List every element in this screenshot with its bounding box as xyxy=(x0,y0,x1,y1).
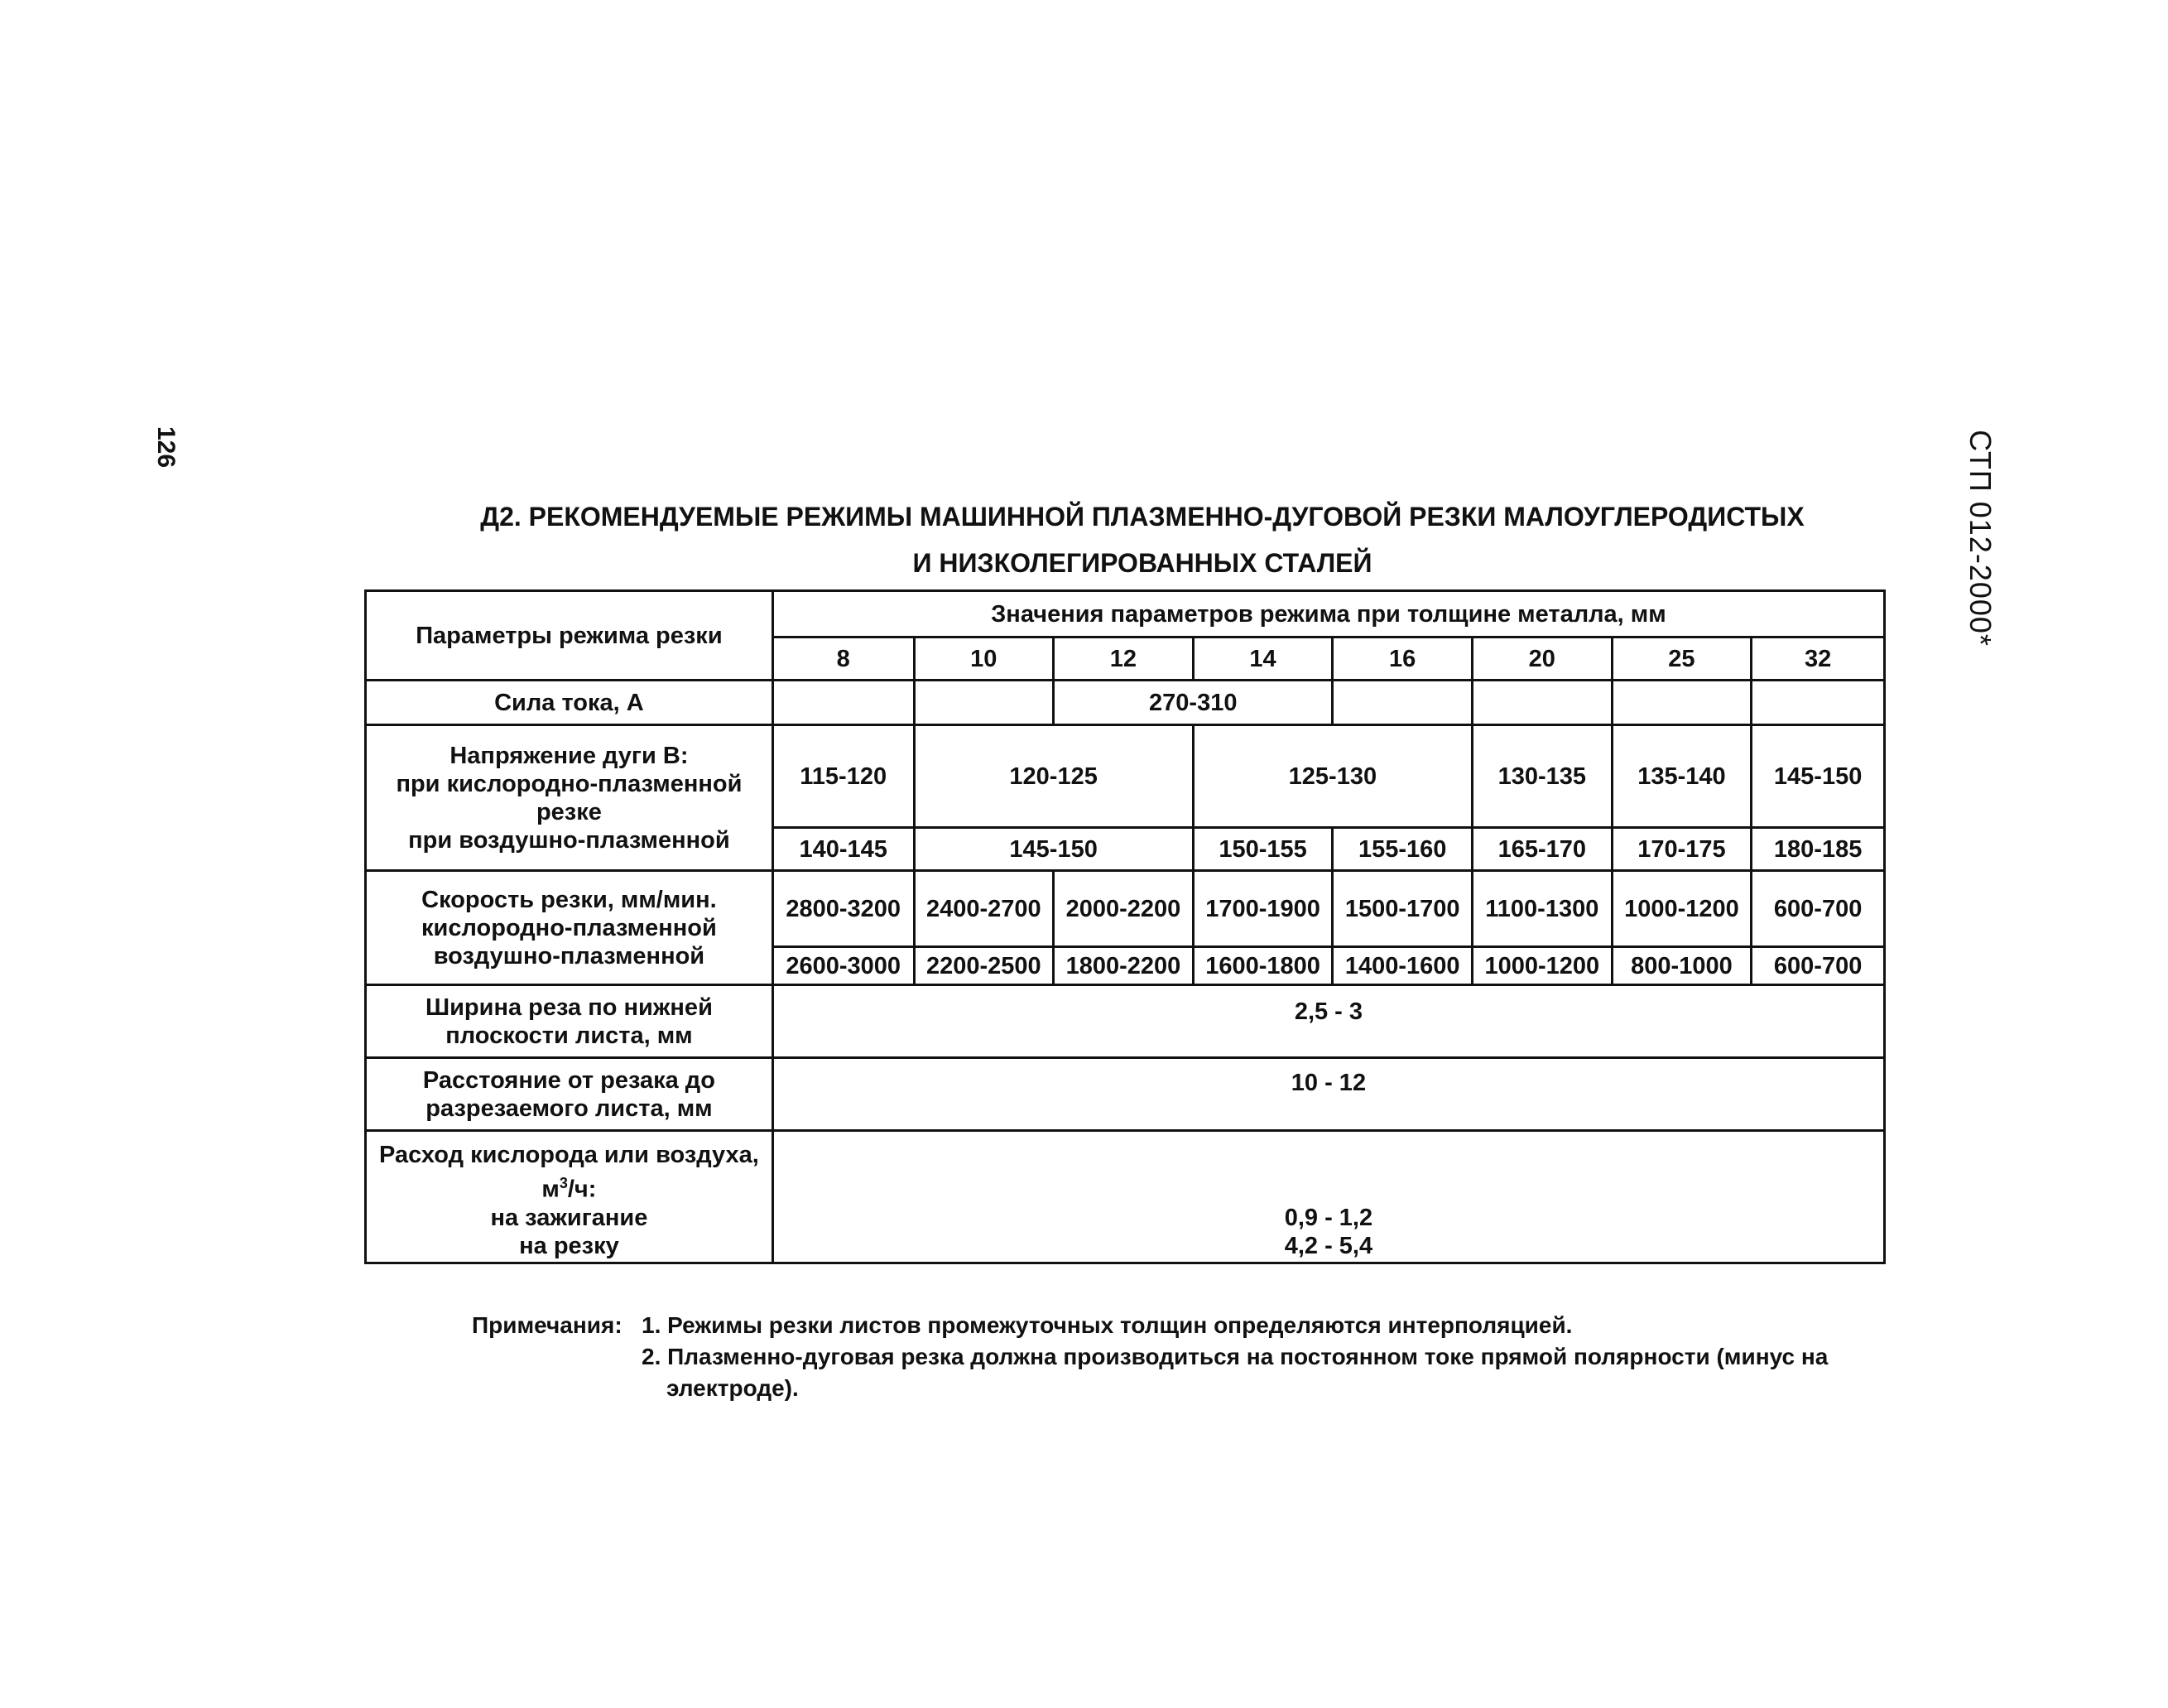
kerf-label-line: Ширина реза по нижней xyxy=(425,994,713,1021)
kerf-label-line: плоскости листа, мм xyxy=(445,1022,693,1049)
current-value: 270-310 xyxy=(1054,681,1333,725)
current-cell-empty xyxy=(1612,681,1752,725)
distance-label xyxy=(366,1058,773,1131)
header-row xyxy=(366,591,1885,637)
flow-unit-base: м xyxy=(541,1176,560,1203)
voltage-oxygen-cell: 145-150 xyxy=(1752,725,1885,828)
voltage-air-cell: 140-145 xyxy=(772,828,914,871)
speed-label xyxy=(366,871,773,985)
speed-oxygen-cell: 2000-2200 xyxy=(1054,871,1194,947)
voltage-label-line: при кислородно-плазменной xyxy=(396,770,743,797)
title-line-2: И НИЗКОЛЕГИРОВАННЫХ СТАЛЕЙ xyxy=(912,548,1372,578)
flow-unit xyxy=(370,1169,768,1204)
current-cell-empty xyxy=(1752,681,1885,725)
page-number: 126 xyxy=(152,426,180,469)
current-label: Сила тока, А xyxy=(366,681,773,725)
speed-oxygen-cell: 1700-1900 xyxy=(1193,871,1333,947)
current-cell-empty xyxy=(1473,681,1613,725)
voltage-air-cell: 145-150 xyxy=(914,828,1193,871)
flow-cutting-value: 4,2 - 5,4 xyxy=(1284,1233,1373,1259)
flow-unit-rest: /ч: xyxy=(567,1176,597,1203)
speed-oxygen-cell: 2800-3200 xyxy=(772,871,914,947)
flow-unit-sup: 3 xyxy=(559,1175,568,1192)
header-values-cell: Значения параметров режима при толщине металла, мм xyxy=(772,591,1884,637)
speed-air-cell: 2600-3000 xyxy=(772,947,914,985)
kerf-value: 2,5 - 3 xyxy=(772,985,1884,1058)
kerf-label xyxy=(366,985,773,1058)
thickness-cell: 12 xyxy=(1054,637,1194,681)
speed-oxygen-cell: 1000-1200 xyxy=(1612,871,1752,947)
distance-label-line: разрезаемого листа, мм xyxy=(425,1095,713,1122)
speed-label-line: кислородно-плазменной xyxy=(421,914,717,941)
distance-value: 10 - 12 xyxy=(772,1058,1884,1131)
voltage-oxygen-cell: 135-140 xyxy=(1612,725,1752,828)
speed-oxygen-cell: 1500-1700 xyxy=(1333,871,1473,947)
thickness-cell: 8 xyxy=(772,637,914,681)
speed-air-cell: 600-700 xyxy=(1752,947,1885,985)
flow-label xyxy=(366,1131,773,1263)
voltage-label-line: при воздушно-плазменной xyxy=(408,826,730,854)
speed-air-cell: 2200-2500 xyxy=(914,947,1054,985)
speed-label-line: Скорость резки, мм/мин. xyxy=(421,886,717,913)
voltage-label-line: резке xyxy=(536,798,602,825)
speed-label-line: воздушно-плазменной xyxy=(433,942,705,969)
voltage-air-cell: 180-185 xyxy=(1752,828,1885,871)
speed-oxygen-cell: 2400-2700 xyxy=(914,871,1054,947)
flow-label-ignition: на зажигание xyxy=(490,1205,648,1231)
notes-label: Примечания: xyxy=(472,1312,623,1338)
speed-air-cell: 1000-1200 xyxy=(1473,947,1613,985)
flow-ignition-value: 0,9 - 1,2 xyxy=(1284,1205,1373,1231)
kerf-row xyxy=(366,985,1885,1058)
voltage-oxygen-cell: 125-130 xyxy=(1193,725,1472,828)
notes-block xyxy=(472,1310,1896,1404)
speed-air-cell: 1400-1600 xyxy=(1333,947,1473,985)
table-title xyxy=(364,493,1920,586)
speed-air-cell: 1800-2200 xyxy=(1054,947,1194,985)
flow-row xyxy=(366,1131,1885,1263)
title-line-1: Д2. РЕКОМЕНДУЕМЫЕ РЕЖИМЫ МАШИННОЙ ПЛАЗМЕННО-ДУГОВОЙ РЕЗКИ МАЛОУГЛЕРОДИСТЫХ xyxy=(480,502,1805,532)
thickness-cell: 32 xyxy=(1752,637,1885,681)
note-2: 2. Плазменно-дуговая резка должна производиться на постоянном токе прямой полярности (минус на xyxy=(642,1344,1829,1369)
current-row xyxy=(366,681,1885,725)
flow-values xyxy=(772,1131,1884,1263)
voltage-label-line: Напряжение дуги В: xyxy=(449,742,689,769)
voltage-air-cell: 170-175 xyxy=(1612,828,1752,871)
voltage-oxygen-cell: 130-135 xyxy=(1473,725,1613,828)
note-1: 1. Режимы резки листов промежуточных толщин определяются интерполяцией. xyxy=(642,1312,1573,1338)
voltage-oxygen-cell: 120-125 xyxy=(914,725,1193,828)
current-cell-empty xyxy=(1333,681,1473,725)
voltage-label xyxy=(366,725,773,871)
thickness-cell: 25 xyxy=(1612,637,1752,681)
current-cell-empty xyxy=(914,681,1054,725)
speed-oxygen-cell: 1100-1300 xyxy=(1473,871,1613,947)
distance-label-line: Расстояние от резака до xyxy=(422,1066,715,1094)
thickness-cell: 16 xyxy=(1333,637,1473,681)
thickness-cell: 20 xyxy=(1473,637,1613,681)
speed-oxygen-cell: 600-700 xyxy=(1752,871,1885,947)
flow-label-cutting: на резку xyxy=(519,1233,619,1259)
note-2-continuation: электроде). xyxy=(666,1375,799,1401)
voltage-oxygen-cell: 115-120 xyxy=(772,725,914,828)
thickness-cell: 10 xyxy=(914,637,1054,681)
distance-row xyxy=(366,1058,1885,1131)
voltage-oxygen-row xyxy=(366,725,1885,828)
speed-air-cell: 1600-1800 xyxy=(1193,947,1333,985)
voltage-air-cell: 150-155 xyxy=(1193,828,1333,871)
flow-label-line: Расход кислорода или воздуха, xyxy=(379,1142,759,1169)
voltage-air-cell: 165-170 xyxy=(1473,828,1613,871)
document-code: СТП 012-2000* xyxy=(1964,430,1997,647)
cutting-modes-table xyxy=(364,589,1886,1264)
header-param-cell: Параметры режима резки xyxy=(366,591,773,681)
thickness-cell: 14 xyxy=(1193,637,1333,681)
note-1-row xyxy=(472,1310,1896,1341)
speed-oxygen-row xyxy=(366,871,1885,947)
current-cell-empty xyxy=(772,681,914,725)
speed-air-cell: 800-1000 xyxy=(1612,947,1752,985)
voltage-air-cell: 155-160 xyxy=(1333,828,1473,871)
